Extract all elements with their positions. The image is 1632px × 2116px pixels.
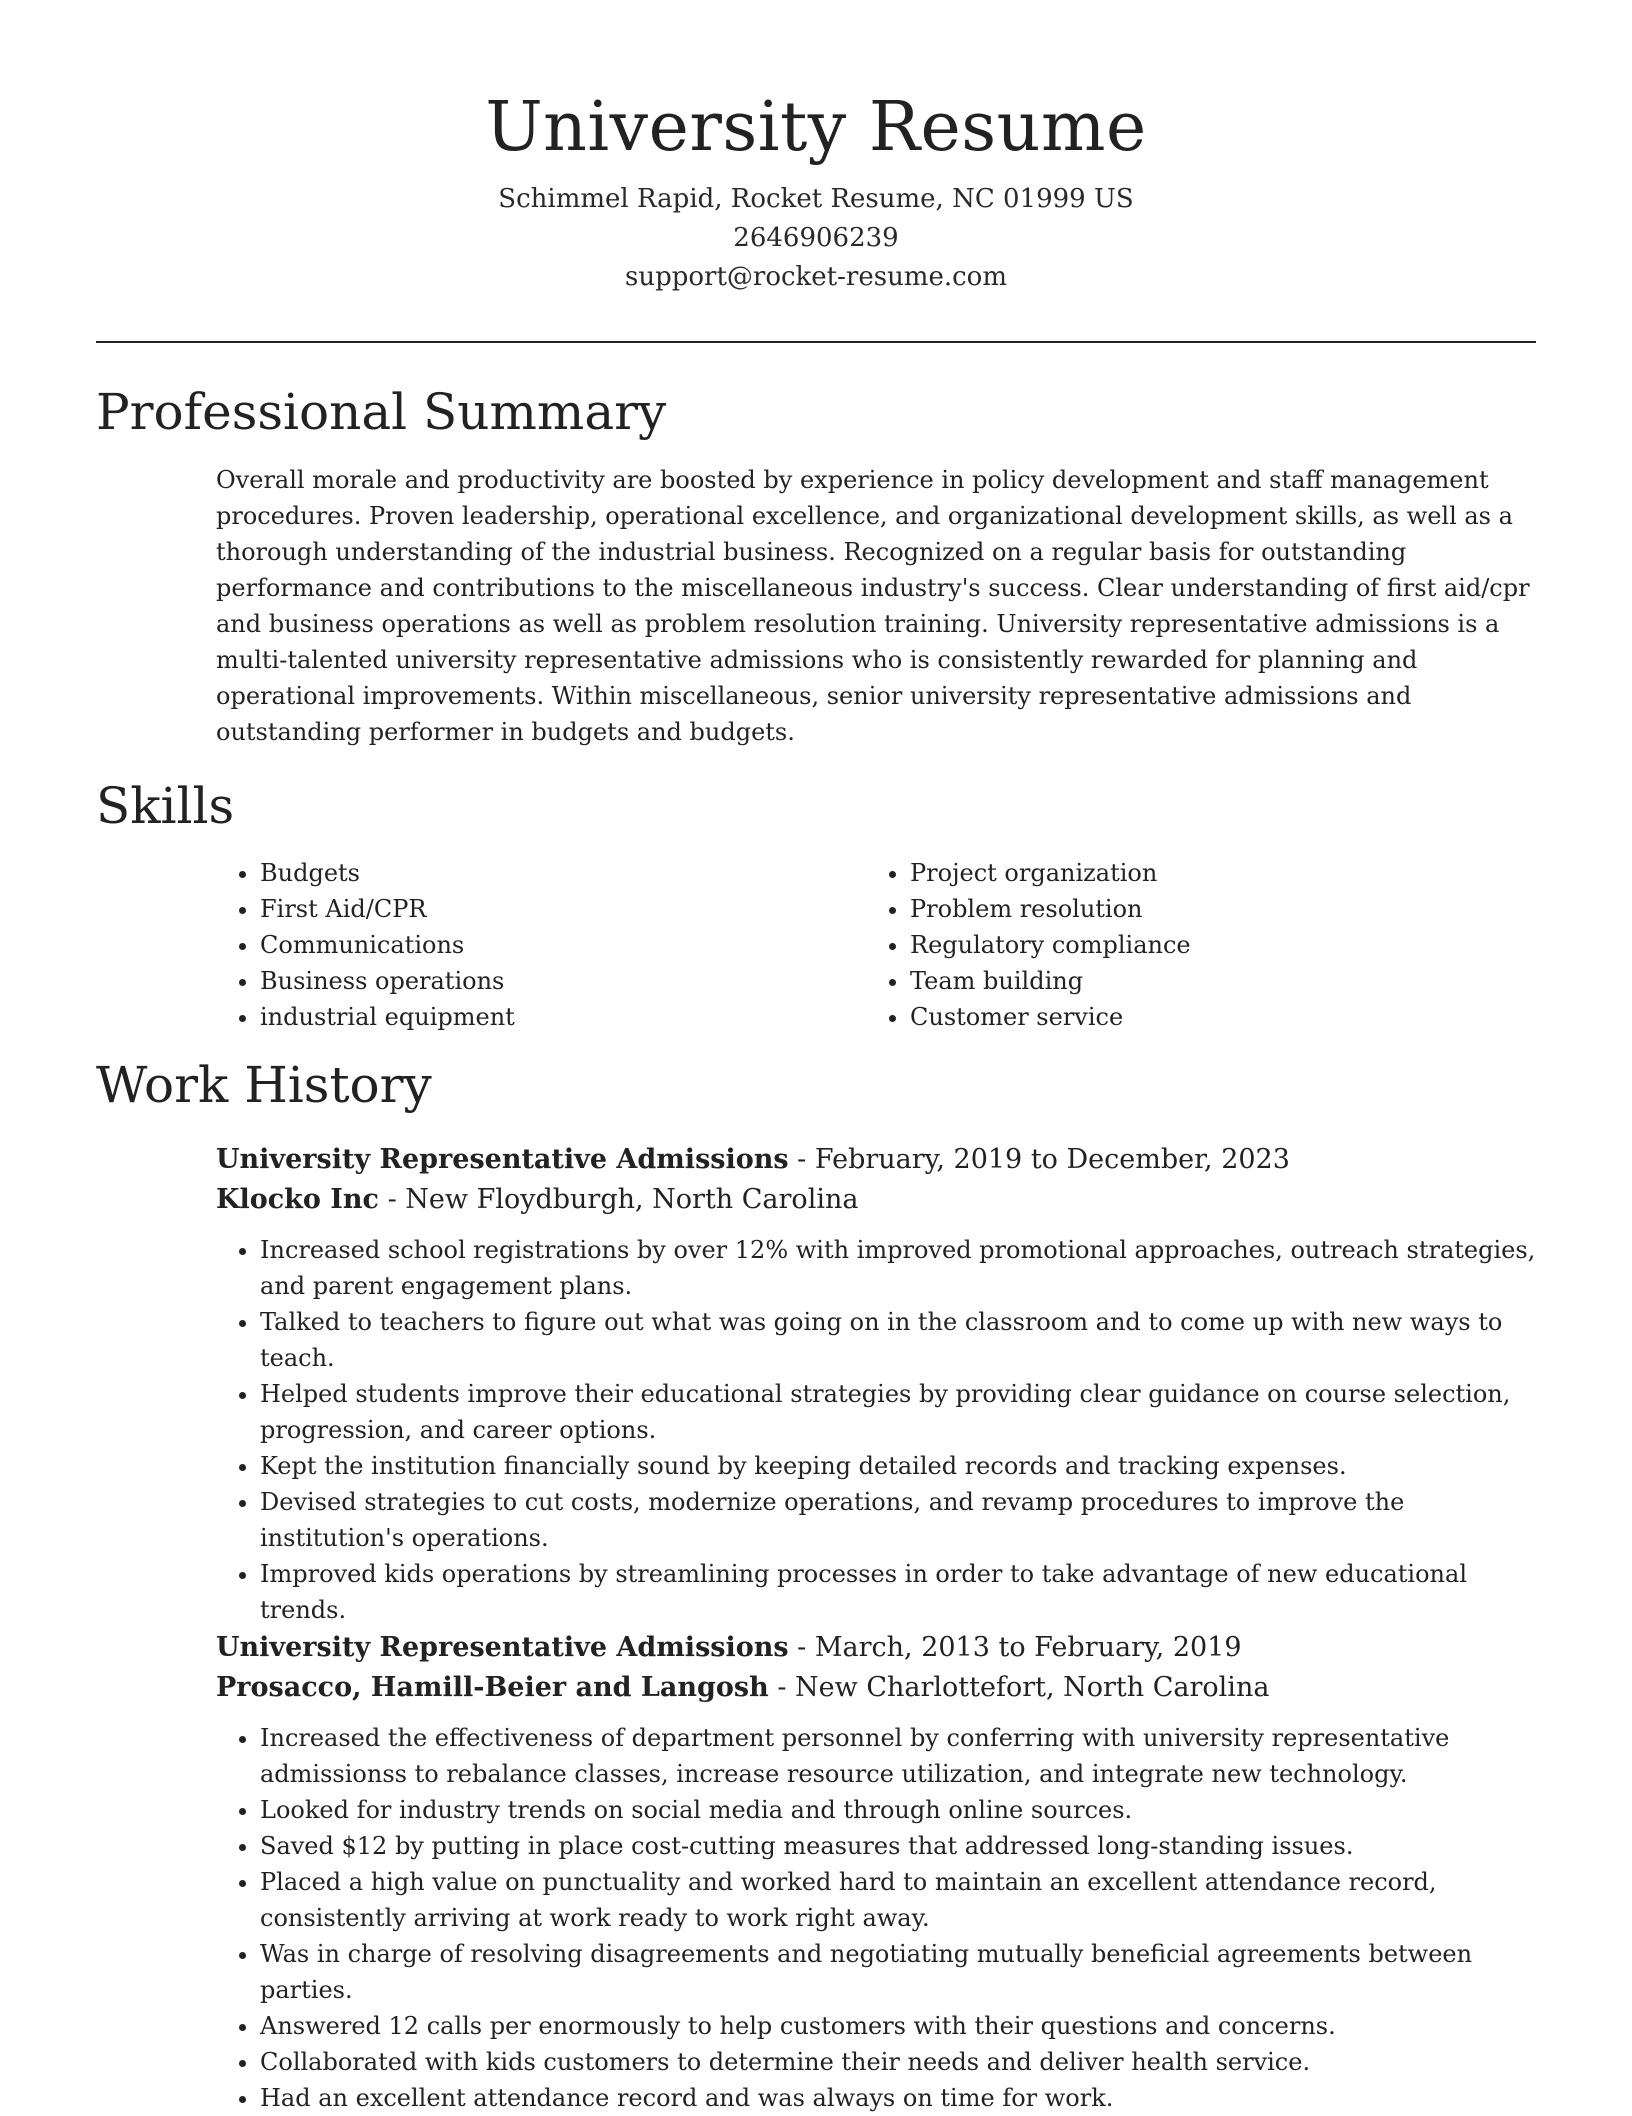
skill-item: • First Aid/CPR	[260, 891, 866, 927]
skill-item: • Business operations	[260, 963, 866, 999]
job-bullets	[216, 1720, 1536, 2116]
skills-heading: Skills	[96, 777, 235, 835]
job-bullet: • Talked to teachers to figure out what was going on in the classroom and to come up with new ways to teach.	[260, 1304, 1536, 1376]
job-bullet: • Placed a high value on punctuality and worked hard to maintain an excellent attendance record, consistently arriving at work ready to work right away.	[260, 1864, 1536, 1936]
job-bullet: • Kept the institution financially sound by keeping detailed records and tracking expenses.	[260, 1448, 1536, 1484]
job-title-line	[216, 1628, 1536, 1668]
job-bullet: • Looked for industry trends on social media and through online sources.	[260, 1792, 1536, 1828]
job-bullet: • Collaborated with kids customers to determine their needs and deliver health service.	[260, 2044, 1536, 2080]
resume-name: University Resume	[485, 88, 1147, 167]
job-bullet: • Improved kids operations by streamlining processes in order to take advantage of new educational trends.	[260, 1556, 1536, 1628]
skill-item: • Team building	[910, 963, 1516, 999]
skills-column-right	[866, 855, 1516, 1035]
job-entry	[216, 1628, 1536, 2116]
job-company: Prosacco, Hamill-Beier and Langosh	[216, 1672, 769, 1703]
job-bullet: • Increased the effectiveness of department personnel by conferring with university representative admissionss to rebalance classes, increase resource utilization, and integrate new technology.	[260, 1720, 1536, 1792]
job-company-line	[216, 1668, 1536, 1708]
job-company: Klocko Inc	[216, 1184, 379, 1215]
resume-header	[96, 80, 1536, 297]
job-bullet: • Saved $12 by putting in place cost-cutting measures that addressed long-standing issues.	[260, 1828, 1536, 1864]
job-bullet: • Devised strategies to cut costs, modernize operations, and revamp procedures to improve the institution's operations.	[260, 1484, 1536, 1556]
job-entry	[216, 1140, 1536, 1628]
job-title: University Representative Admissions	[216, 1144, 789, 1175]
job-bullets	[216, 1232, 1536, 1628]
skill-item: • Problem resolution	[910, 891, 1516, 927]
job-company-line	[216, 1180, 1536, 1220]
skill-item: • industrial equipment	[260, 999, 866, 1035]
contact-info	[96, 180, 1536, 297]
header-divider	[96, 341, 1536, 343]
summary-text: Overall morale and productivity are boosted by experience in policy development and staff management procedures. Proven leadership, operational excellence, and organizational development skills, as well as a thorough understanding of the industrial business. Recognized on a regular basis for outstanding performance and contributions to the miscellaneous industry's success. Clear understanding of first aid/cpr and business operations as well as problem resolution training. University representative admissions is a multi-talented university representative admissions who is consistently rewarded for planning and operational improvements. Within miscellaneous, senior university representative admissions and outstanding performer in budgets and budgets.	[216, 466, 1530, 746]
job-dates: - March, 2013 to February, 2019	[788, 1632, 1242, 1663]
job-location: - New Charlottefort, North Carolina	[768, 1672, 1270, 1703]
work-history-heading: Work History	[96, 1056, 432, 1114]
skills-column-left	[216, 855, 866, 1035]
skill-item: • Budgets	[260, 855, 866, 891]
job-title: University Representative Admissions	[216, 1632, 789, 1663]
job-location: - New Floydburgh, North Carolina	[379, 1184, 859, 1215]
contact-phone: 2646906239	[733, 223, 899, 253]
summary-heading: Professional Summary	[96, 383, 667, 441]
job-bullet: • Was in charge of resolving disagreements and negotiating mutually beneficial agreements between parties.	[260, 1936, 1536, 2008]
contact-address: Schimmel Rapid, Rocket Resume, NC 01999 US	[498, 184, 1134, 214]
contact-email: support@rocket-resume.com	[624, 262, 1007, 292]
skills-list	[216, 855, 1536, 1035]
job-bullet: • Helped students improve their educational strategies by providing clear guidance on course selection, progression, and career options.	[260, 1376, 1536, 1448]
skill-item: • Communications	[260, 927, 866, 963]
job-bullet: • Had an excellent attendance record and was always on time for work.	[260, 2080, 1536, 2116]
job-bullet: • Answered 12 calls per enormously to help customers with their questions and concerns.	[260, 2008, 1536, 2044]
job-title-line	[216, 1140, 1536, 1180]
job-dates: - February, 2019 to December, 2023	[788, 1144, 1290, 1175]
skill-item: • Project organization	[910, 855, 1516, 891]
skill-item: • Customer service	[910, 999, 1516, 1035]
skill-item: • Regulatory compliance	[910, 927, 1516, 963]
job-bullet: • Increased school registrations by over 12% with improved promotional approaches, outreach strategies, and parent engagement plans.	[260, 1232, 1536, 1304]
